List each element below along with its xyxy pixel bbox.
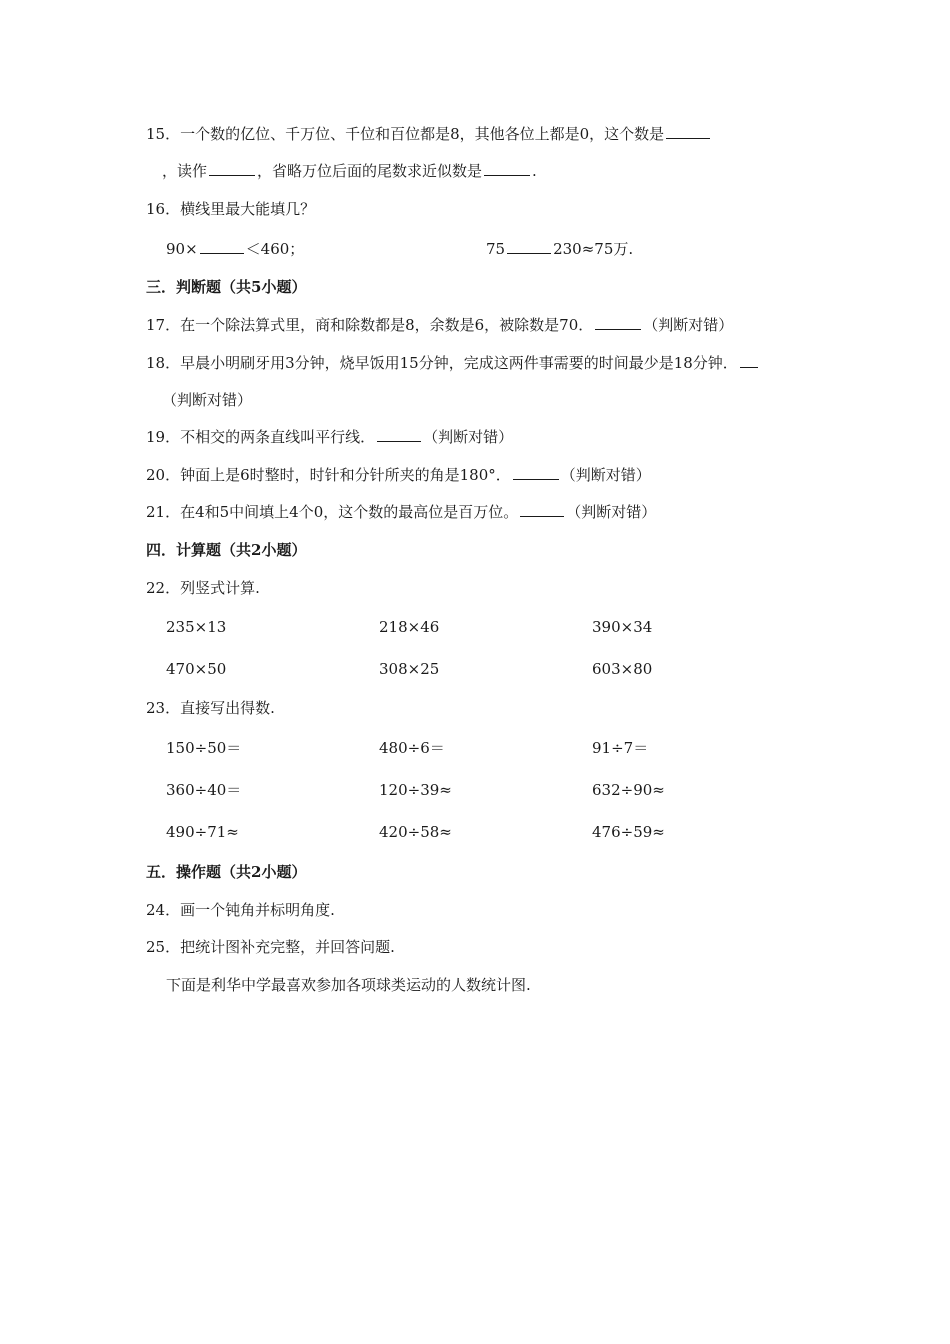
section-heading: 四．计算题（共2小题） <box>146 541 307 559</box>
q16-right <box>486 239 633 259</box>
answer-blank[interactable] <box>740 353 758 368</box>
q16-left <box>166 239 304 259</box>
section-heading: 五．操作题（共2小题） <box>146 863 307 881</box>
q21 <box>146 502 656 522</box>
q18 <box>146 353 760 373</box>
q21-text: 21．在4和5中间填上4个0，这个数的最高位是百万位。 <box>146 503 519 521</box>
q22-item: 603×80 <box>592 660 653 678</box>
q23-item: 490÷71≈ <box>166 823 239 841</box>
q20 <box>146 465 651 485</box>
q16-left-b: ＜460； <box>245 240 305 258</box>
q20-text: 20．钟面上是6时整时，时针和分针所夹的角是180°． <box>146 466 511 484</box>
q25-subtext: 下面是利华中学最喜欢参加各项球类运动的人数统计图. <box>166 976 531 994</box>
q23-item: 360÷40＝ <box>166 781 242 799</box>
q23-item: 632÷90≈ <box>592 781 665 799</box>
q16-right-b: 230≈75万. <box>553 240 634 258</box>
q15-text-end: . <box>532 162 537 180</box>
q15-text-read: ，读作 <box>162 162 208 180</box>
q15-line2 <box>162 161 537 181</box>
answer-blank[interactable] <box>377 427 421 442</box>
answer-blank[interactable] <box>513 465 559 480</box>
q16-left-a: 90× <box>166 240 198 258</box>
q24: 24．画一个钝角并标明角度. <box>146 901 335 919</box>
answer-blank[interactable] <box>507 239 551 254</box>
q23-item: 91÷7＝ <box>592 739 649 757</box>
q19-text: 19．不相交的两条直线叫平行线． <box>146 428 376 446</box>
answer-blank[interactable] <box>484 161 530 176</box>
q16-right-a: 75 <box>486 240 506 258</box>
q16-title: 16．横线里最大能填几？ <box>146 200 316 218</box>
q18-text: 18．早晨小明刷牙用3分钟，烧早饭用15分钟，完成这两件事需要的时间最少是18分钟． <box>146 354 738 372</box>
q19-suffix: （判断对错） <box>423 428 514 446</box>
q20-suffix: （判断对错） <box>560 466 651 484</box>
q19 <box>146 427 513 447</box>
answer-blank[interactable] <box>209 161 255 176</box>
q18-suffix: （判断对错） <box>162 391 253 409</box>
answer-blank[interactable] <box>666 124 710 139</box>
q21-suffix: （判断对错） <box>566 503 657 521</box>
section-heading: 三．判断题（共5小题） <box>146 278 307 296</box>
q22-item: 470×50 <box>166 660 227 678</box>
q23-item: 150÷50＝ <box>166 739 242 757</box>
q23-item: 476÷59≈ <box>592 823 665 841</box>
q23-item: 420÷58≈ <box>379 823 452 841</box>
answer-blank[interactable] <box>200 239 244 254</box>
q17-suffix: （判断对错） <box>643 316 734 334</box>
q23-item: 480÷6＝ <box>379 739 445 757</box>
q22-item: 390×34 <box>592 618 653 636</box>
q15-text: 15．一个数的亿位、千万位、千位和百位都是8，其他各位上都是0，这个数是 <box>146 125 665 143</box>
answer-blank[interactable] <box>595 315 641 330</box>
q15-line1 <box>146 124 712 144</box>
q17-text: 17．在一个除法算式里，商和除数都是8，余数是6，被除数是70． <box>146 316 594 334</box>
answer-blank[interactable] <box>520 502 564 517</box>
q15-text-approx: ，省略万位后面的尾数求近似数是 <box>257 162 483 180</box>
q23-item: 120÷39≈ <box>379 781 452 799</box>
q23-title: 23．直接写出得数. <box>146 699 275 717</box>
q22-title: 22．列竖式计算. <box>146 579 260 597</box>
q22-item: 308×25 <box>379 660 440 678</box>
q22-item: 218×46 <box>379 618 440 636</box>
q25: 25．把统计图补充完整，并回答问题. <box>146 938 395 956</box>
q22-item: 235×13 <box>166 618 227 636</box>
q17 <box>146 315 733 335</box>
